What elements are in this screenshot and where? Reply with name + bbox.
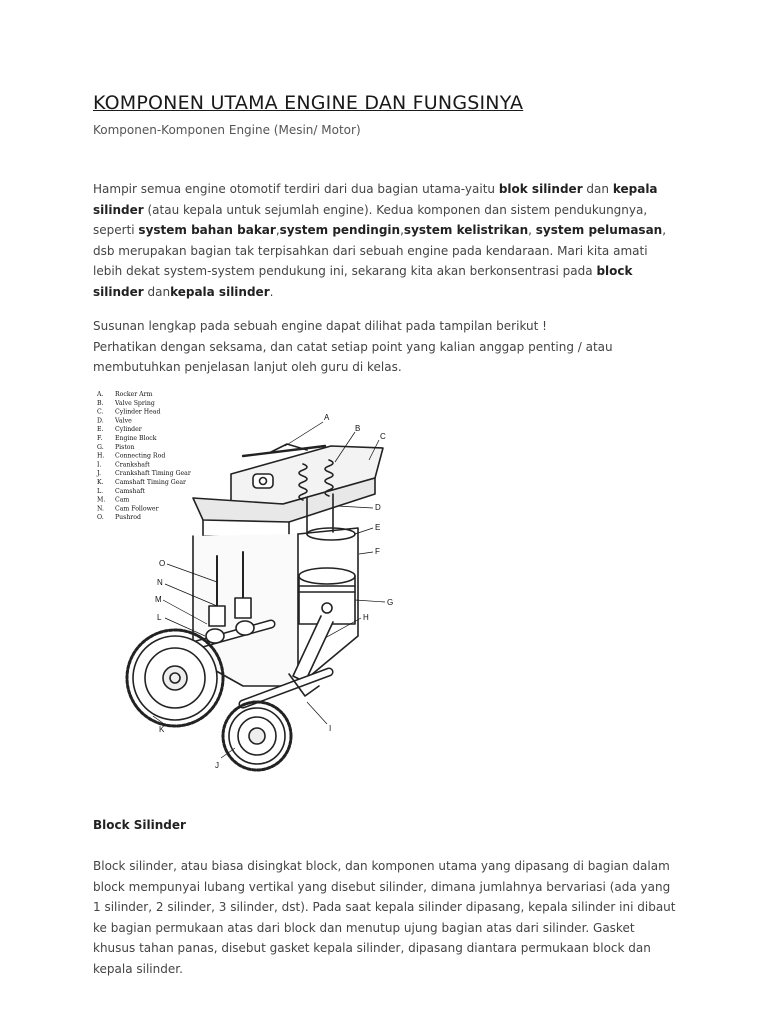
- cam-follower-shape: [209, 606, 225, 626]
- page-subtitle: Komponen-Komponen Engine (Mesin/ Motor): [93, 123, 361, 137]
- legend-key: D.: [97, 417, 104, 425]
- callout-i: I: [329, 724, 332, 733]
- legend-entry: Crankshaft: [115, 461, 150, 469]
- legend-key: L.: [97, 487, 104, 495]
- section-title-block-silinder: Block Silinder: [93, 818, 186, 832]
- legend-entry: Camshaft: [115, 487, 145, 495]
- term-system-bahan-bakar: system bahan bakar: [138, 223, 276, 237]
- instruction-line-2: Perhatikan dengan seksama, dan catat setiap point yang kalian anggap penting / atau membutuhkan penjelasan lanjut oleh guru di kelas.: [93, 339, 613, 374]
- callout-j: J: [215, 761, 219, 770]
- legend-entry: Valve Spring: [115, 399, 155, 407]
- legend-entry: Rocker Arm: [115, 391, 153, 398]
- term-kepala-silinder-2: kepala silinder: [170, 284, 270, 299]
- term-block-silinder: block silinder: [93, 264, 633, 299]
- callout-b: B: [355, 424, 361, 433]
- legend-key: K.: [97, 479, 104, 486]
- legend-key: A.: [97, 391, 104, 398]
- callout-e: E: [375, 523, 381, 532]
- legend-entry: Valve: [115, 417, 132, 425]
- legend-entry: Crankshaft Timing Gear: [115, 470, 191, 478]
- legend-key: G.: [97, 443, 104, 451]
- legend-entry: Cam: [115, 496, 130, 504]
- cam-shape: [206, 629, 224, 643]
- callout-d: D: [375, 503, 381, 512]
- legend-key: N.: [97, 505, 104, 513]
- legend-entry: Connecting Rod: [115, 452, 166, 460]
- instruction-paragraph: [93, 316, 678, 378]
- block-silinder-paragraph: Block silinder, atau biasa disingkat block, dan komponen utama yang dipasang di bagian dalam block mempunyai lubang vertikal yang disebut silinder, dimana jumlahnya bervariasi (ada yang 1 silinder, 2 silinder, 3 silinder, dst). Pada saat kepala silinder dipasang, kepala silinder ini dibaut ke bagian permukaan atas dari block dan menutup ujung bagian atas dari silinder. Gasket khusus tahan panas, disebut gasket kepala silinder, dipasang diantara permukaan block dan kepala silinder.: [93, 859, 676, 976]
- legend-entry: Cam Follower: [115, 505, 159, 513]
- instruction-line-1: Susunan lengkap pada sebuah engine dapat dilihat pada tampilan berikut !: [93, 319, 547, 333]
- legend-entry: Piston: [115, 443, 135, 451]
- legend-entry: Engine Block: [115, 435, 157, 442]
- legend-entry: Cylinder: [115, 426, 142, 434]
- intro-paragraph: Hampir semua engine otomotif terdiri dari dua bagian utama-yaitu blok silinder dan kepala silinder (atau kepala untuk sejumlah engine). Kedua komponen dan sistem pendukungnya, seperti system bahan bakar,system pendingin,system kelistrikan, system pelumasan, dsb merupakan bagian tak terpisahkan dari sebuah engine pada kendaraan. Mari kita amati lebih dekat system-system pendukung ini, sekarang kita akan berkonsentrasi pada block silinder dankepala silinder.: [93, 182, 667, 299]
- legend-key: F.: [97, 435, 103, 442]
- engine-diagram: [93, 386, 413, 786]
- term-system-pendingin: system pendingin: [279, 223, 401, 237]
- legend-key: H.: [97, 452, 105, 460]
- callout-n: N: [157, 578, 163, 587]
- legend-key: O.: [97, 514, 104, 522]
- legend-key: J.: [97, 470, 101, 478]
- term-blok-silinder: blok silinder: [498, 182, 583, 196]
- crankshaft-timing-gear-shape: [223, 702, 291, 770]
- diagram-legend: [96, 391, 191, 521]
- legend-key: M.: [97, 496, 106, 504]
- legend-key: I.: [97, 461, 102, 469]
- callout-g: G: [387, 598, 394, 607]
- callout-c: C: [380, 432, 386, 441]
- engine-diagram-figure: [93, 386, 413, 786]
- cylinder-shape: [307, 528, 355, 540]
- callout-h: H: [363, 613, 369, 622]
- callout-k: K: [159, 725, 165, 734]
- page-title: KOMPONEN UTAMA ENGINE DAN FUNGSINYA: [93, 92, 524, 114]
- legend-key: E.: [97, 426, 104, 434]
- callout-m: M: [155, 595, 162, 604]
- callout-f: F: [375, 547, 380, 556]
- callout-a: A: [324, 413, 330, 422]
- callout-l: L: [157, 613, 162, 622]
- legend-entry: Camshaft Timing Gear: [115, 479, 186, 486]
- callout-o: O: [159, 559, 166, 568]
- legend-key: B.: [97, 399, 104, 407]
- legend-entry: Pushrod: [115, 514, 141, 522]
- legend-key: C.: [97, 408, 104, 416]
- term-system-kelistrikan: system kelistrikan: [403, 223, 529, 237]
- legend-entry: Cylinder Head: [115, 408, 161, 416]
- term-kepala-silinder: kepala silinder: [93, 182, 658, 217]
- camshaft-timing-gear-shape: [127, 630, 223, 726]
- term-system-pelumasan: system pelumasan: [535, 223, 663, 237]
